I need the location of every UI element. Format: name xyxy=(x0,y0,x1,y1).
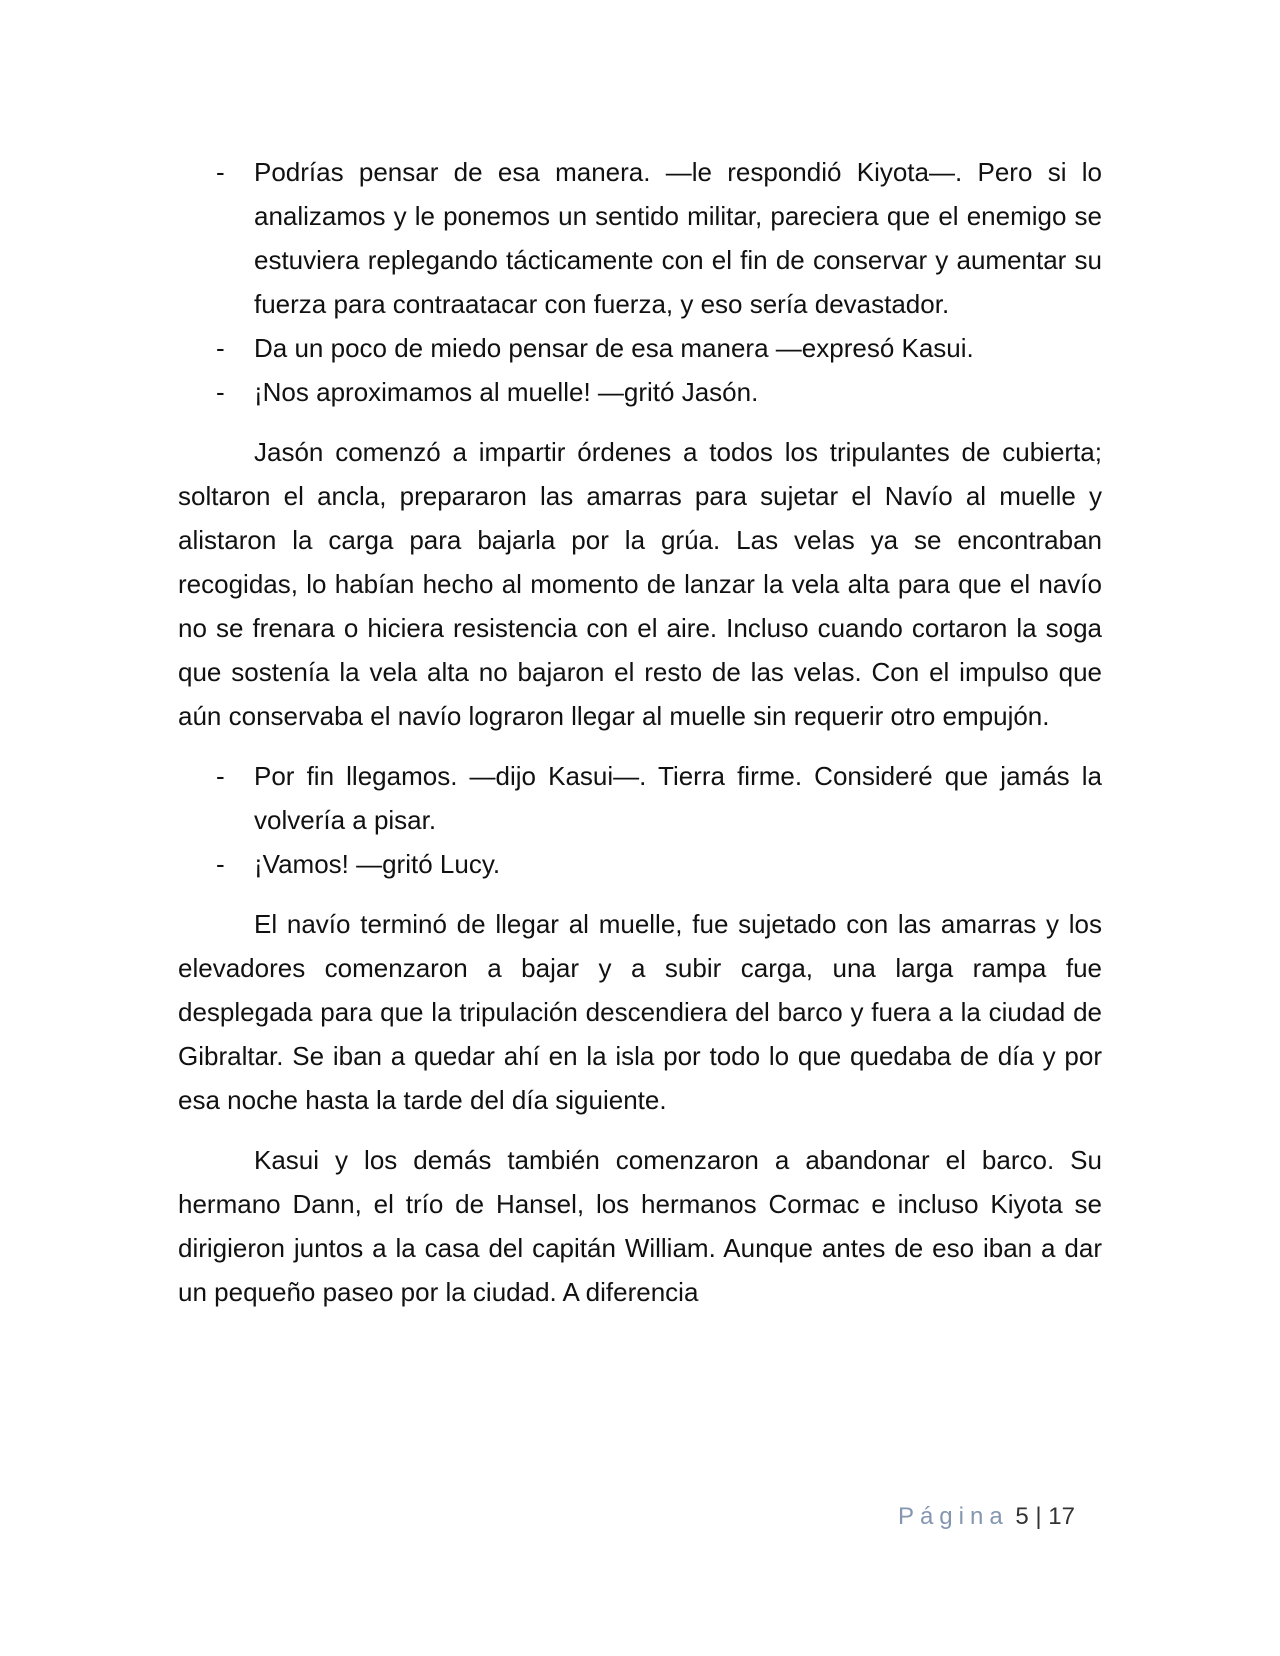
page-label: Página xyxy=(897,1503,1009,1530)
page-total: 17 xyxy=(1048,1503,1075,1530)
dialogue-text: Da un poco de miedo pensar de esa manera —expresó Kasui. xyxy=(254,333,974,363)
dash: - xyxy=(216,377,225,407)
dialogue-line xyxy=(178,370,1102,414)
paragraph: Jasón comenzó a impartir órdenes a todos los tripulantes de cubierta; soltaron el ancla, prepararon las amarras para sujetar el Navío al muelle y alistaron la carga para bajarla por la grúa. Las velas ya se encontraban recogidas, lo habían hecho al momento de lanzar la vela alta para que el navío no se frenara o hiciera resistencia con el aire. Incluso cuando cortaron la soga que sostenía la vela alta no bajaron el resto de las velas. Con el impulso que aún conservaba el navío lograron llegar al muelle sin requerir otro empujón. xyxy=(178,437,1102,731)
dash: - xyxy=(216,761,225,791)
paragraph: Kasui y los demás también comenzaron a abandonar el barco. Su hermano Dann, el trío de Hansel, los hermanos Cormac e incluso Kiyota se dirigieron juntos a la casa del capitán William. Aunque antes de eso iban a dar un pequeño paseo por la ciudad. A diferencia xyxy=(178,1145,1102,1307)
page-footer xyxy=(898,1503,1075,1531)
dialogue-line xyxy=(178,326,1102,370)
dash: - xyxy=(216,157,225,187)
dialogue-text: Por fin llegamos. —dijo Kasui—. Tierra firme. Consideré que jamás la volvería a pisar. xyxy=(254,761,1102,835)
page-separator: | xyxy=(1035,1503,1042,1530)
dialogue-text: Podrías pensar de esa manera. —le respondió Kiyota—. Pero si lo analizamos y le ponemos un sentido militar, pareciera que el enemigo se estuviera replegando tácticamente con el fin de conservar y aumentar su fuerza para contraatacar con fuerza, y eso sería devastador. xyxy=(254,157,1102,319)
dialogue-line xyxy=(178,754,1102,842)
dialogue-text: ¡Nos aproximamos al muelle! —gritó Jasón. xyxy=(254,377,759,407)
paragraph: El navío terminó de llegar al muelle, fue sujetado con las amarras y los elevadores comenzaron a bajar y a subir carga, una larga rampa fue desplegada para que la tripulación descendiera del barco y fuera a la ciudad de Gibraltar. Se iban a quedar ahí en la isla por todo lo que quedaba de día y por esa noche hasta la tarde del día siguiente. xyxy=(178,909,1102,1115)
dialogue-line xyxy=(178,842,1102,886)
dash: - xyxy=(216,333,225,363)
dialogue-line xyxy=(178,150,1102,326)
page-number: 5 xyxy=(1015,1503,1029,1530)
dialogue-text: ¡Vamos! —gritó Lucy. xyxy=(254,849,501,879)
page-body xyxy=(178,150,1102,1330)
dash: - xyxy=(216,849,225,879)
